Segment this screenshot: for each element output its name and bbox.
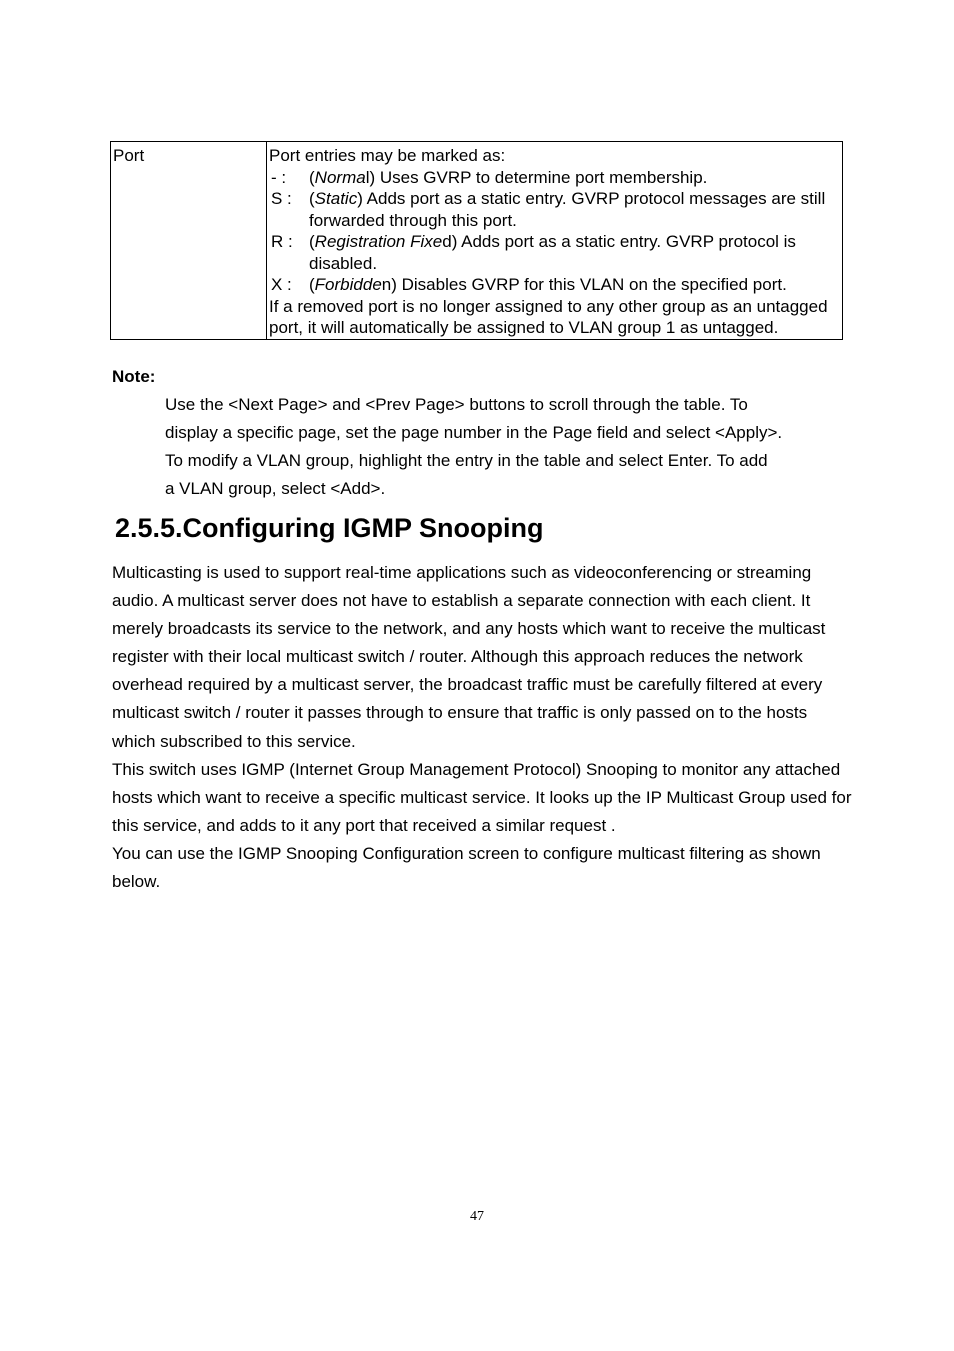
entry-description: (Registration Fixed) Adds port as a static entry. GVRP protocol is disabled.: [309, 232, 796, 273]
note-label: Note:: [112, 367, 156, 386]
entry-description: (Normal) Uses GVRP to determine port membership.: [309, 167, 708, 187]
note-line: display a specific page, set the page number in the Page field and select <Apply>.: [165, 423, 783, 442]
paragraph: Multicasting is used to support real-time applications such as videoconferencing or streaming audio. A multicast server does not have to establish a separate connection with each client. It merely broadcasts its service to the network, and any hosts which want to receive the multicast register with their local multicast switch / router. Although this approach reduces the network overhead required by a multicast server, the broadcast traffic must be carefully filtered at every multicast switch / router it passes through to ensure that traffic is only passed on to the hosts which subscribed to this service.: [112, 563, 826, 751]
paragraph: This switch uses IGMP (Internet Group Management Protocol) Snooping to monitor any attached hosts which want to receive a specific multicast service. It looks up the IP Multicast Group used for this service, and adds to it any port that received a similar request .: [112, 759, 852, 835]
term-cell: Port: [111, 142, 267, 340]
entry-code: X :: [271, 275, 292, 294]
entry-description: (Forbidden) Disables GVRP for this VLAN on the specified port.: [309, 275, 787, 294]
list-item: [269, 231, 840, 274]
definition-intro: Port entries may be marked as:: [269, 146, 506, 165]
table-row: [111, 142, 843, 340]
entry-term: Forbidde: [314, 275, 382, 294]
note-line: a VLAN group, select <Add>.: [165, 479, 386, 498]
entry-term: Norma: [314, 167, 366, 187]
entry-code: R :: [271, 232, 293, 251]
list-item: [269, 188, 840, 231]
entry-term: Registration Fixe: [314, 232, 443, 251]
paragraph: You can use the IGMP Snooping Configuration screen to configure multicast filtering as shown below.: [112, 843, 821, 892]
section-heading: 2.5.5.Configuring IGMP Snooping: [115, 513, 544, 543]
page-number: 47: [470, 1209, 484, 1224]
entry-description: (Static) Adds port as a static entry. GVRP protocol messages are still forwarded through this port.: [309, 189, 826, 230]
entry-code: - :: [271, 167, 287, 187]
note-line: To modify a VLAN group, highlight the entry in the table and select Enter. To add: [165, 451, 768, 470]
note-line: Use the <Next Page> and <Prev Page> buttons to scroll through the table. To: [165, 395, 748, 414]
note-body: [165, 391, 865, 503]
section-body: [112, 559, 852, 896]
entry-code: S :: [271, 189, 292, 208]
list-item: [269, 274, 840, 296]
definition-cell: [267, 142, 843, 340]
list-item: [269, 167, 840, 189]
definition-table: [110, 141, 843, 340]
definition-footer: If a removed port is no longer assigned to any other group as an untagged port, it will automatically be assigned to VLAN group 1 as untagged.: [269, 296, 828, 337]
entry-term: Static: [314, 189, 358, 208]
